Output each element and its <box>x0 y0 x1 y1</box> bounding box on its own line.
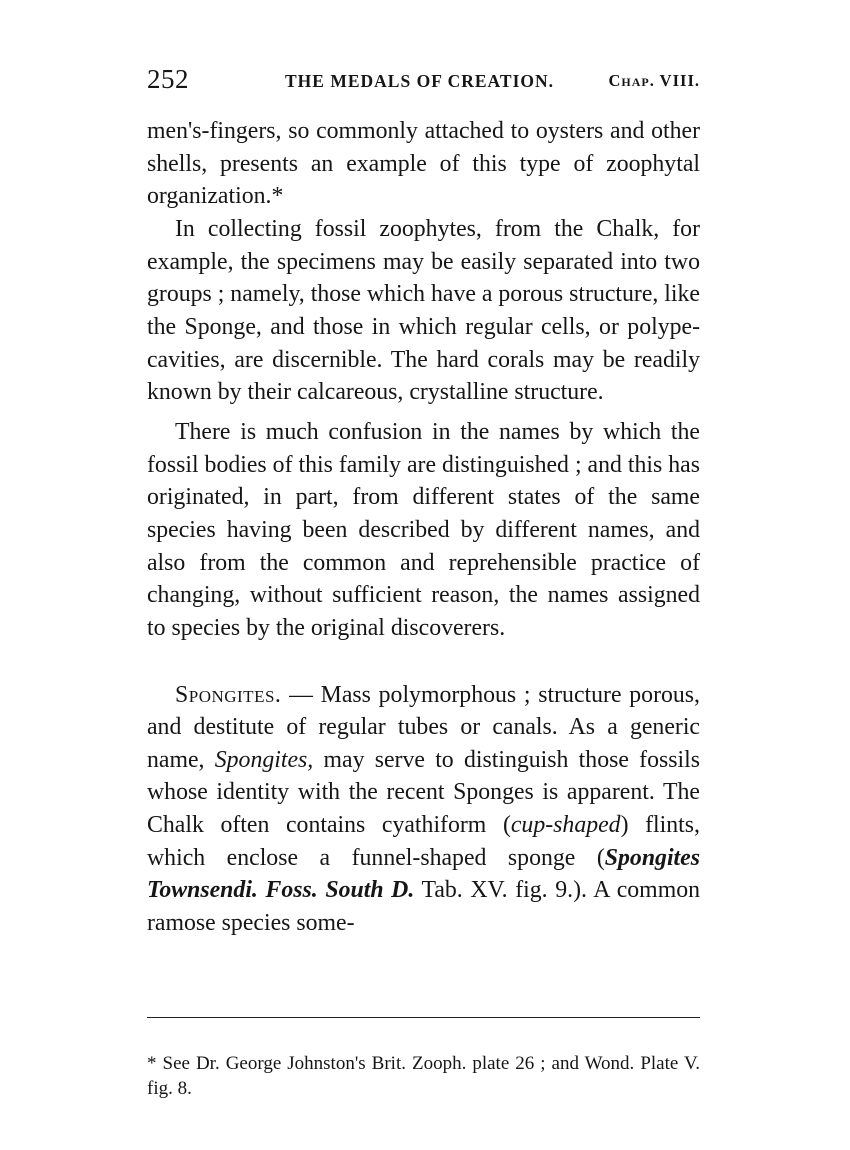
section-heading-spongites: Spongites. <box>175 681 282 708</box>
body-text <box>147 115 700 940</box>
spongites-italic-citation: Spongites Townsendi. Foss. South D. <box>147 844 700 904</box>
spongites-italic-cup-shaped: cup-shaped <box>510 812 621 839</box>
paragraph-collecting-fossils: In collecting fossil zoophytes, from the Chalk, for example, the specimens may be easily separated into two groups ; namely, those which have a porous structure, like the Sponge, and those in which regular cells, or polype-cavities, are discernible. The hard corals may be readily known by their calcareous, crystalline structure. <box>147 215 700 406</box>
book-title: THE MEDALS OF CREATION. <box>285 71 554 91</box>
footnote-rule <box>147 1017 700 1018</box>
spongites-text-4: Tab. XV. fig. 9.). A common ramose species some- <box>147 877 700 937</box>
footnote: * See Dr. George Johnston's Brit. Zooph. plate 26 ; and Wond. Plate V. fig. 8. <box>147 1053 700 1099</box>
page-number: 252 <box>147 64 189 94</box>
paragraph-continued: men's-fingers, so commonly attached to oysters and other shells, presents an example of this type of zoophytal organization.* <box>147 118 700 210</box>
spongites-italic-genus: Spongites, <box>214 746 314 773</box>
spongites-text-3: ) flints, which enclose a funnel-shaped sponge ( <box>147 812 700 871</box>
paragraph-name-confusion: There is much confusion in the names by which the fossil bodies of this family are distinguished ; and this has originated, in part, from different states of the same species having been described by different names, and also from the common and reprehensible practice of changing, without sufficient reason, the names assigned to species by the original discoverers. <box>147 418 700 641</box>
chapter-label: Chap. VIII. <box>608 71 700 90</box>
spongites-text-1: — Mass polymorphous ; structure porous, and destitute of regular tubes or canals. As a generic name, <box>147 681 700 773</box>
spongites-text-2: may serve to distinguish those fossils whose identity with the recent Sponges is apparent. The Chalk often contains cyathiform ( <box>147 746 701 839</box>
running-head <box>147 62 700 96</box>
paragraph-spongites <box>147 679 700 940</box>
